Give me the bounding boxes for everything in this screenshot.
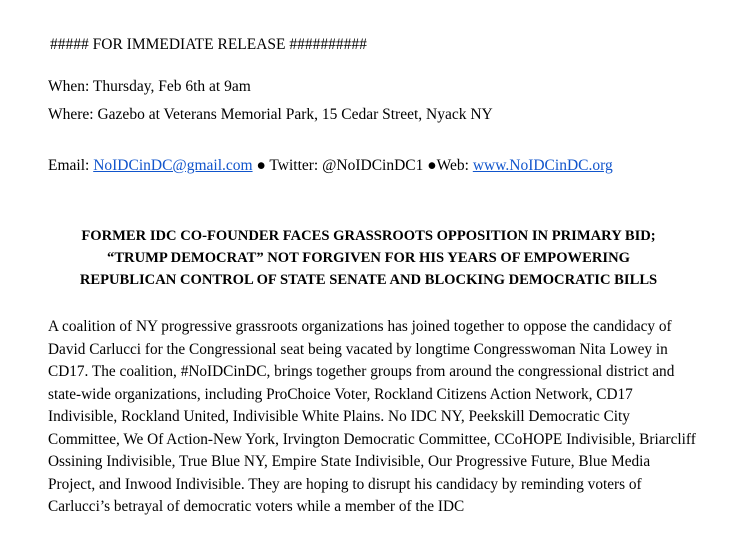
release-heading: ##### FOR IMMEDIATE RELEASE ########## [50, 36, 367, 53]
body-line: Indivisible, Rockland United, Indivisible White Plains. No IDC NY, Peekskill Democratic City [48, 408, 630, 425]
body-paragraph [48, 316, 728, 519]
headline-line: REPUBLICAN CONTROL OF STATE SENATE AND BLOCKING DEMOCRATIC BILLS [79, 272, 658, 288]
headline-line: FORMER IDC CO-FOUNDER FACES GRASSROOTS OPPOSITION IN PRIMARY BID; [81, 228, 656, 244]
headline-line: “TRUMP DEMOCRAT” NOT FORGIVEN FOR HIS YEARS OF EMPOWERING [107, 250, 630, 266]
website-link[interactable]: www.NoIDCinDC.org [472, 157, 613, 174]
body-line: Committee, We Of Action-New York, Irvington Democratic Committee, CCoHOPE Indivisible, Briarcliff [48, 430, 696, 448]
body-line: A coalition of NY progressive grassroots organizations has joined together to oppose the candidacy of [48, 318, 672, 335]
contact-line [48, 157, 613, 175]
event-when: When: Thursday, Feb 6th at 9am [48, 78, 251, 95]
headline [40, 225, 697, 291]
body-line: Carlucci’s betrayal of democratic voters while a member of the IDC [48, 498, 465, 515]
body-line: David Carlucci for the Congressional seat being vacated by longtime Congresswoman Nita Lowey in [48, 340, 668, 358]
twitter-and-web-label: ● Twitter: @NoIDCinDC1 ●Web: [252, 157, 473, 174]
body-line: Ossining Indivisible, True Blue NY, Empire State Indivisible, Our Progressive Future, Blue Media [48, 453, 651, 470]
body-line: Project, and Inwood Indivisible. They are hoping to disrupt his candidacy by reminding voters of [48, 475, 642, 493]
body-line: state-wide organizations, including ProChoice Voter, Rockland Citizens Action Network, CD17 [48, 385, 633, 403]
event-where: Where: Gazebo at Veterans Memorial Park, 15 Cedar Street, Nyack NY [48, 106, 493, 123]
email-label: Email: [48, 157, 94, 174]
email-link[interactable]: NoIDCinDC@gmail.com [93, 157, 253, 174]
body-line: CD17. The coalition, #NoIDCinDC, brings together groups from around the congressional district and [48, 363, 675, 380]
